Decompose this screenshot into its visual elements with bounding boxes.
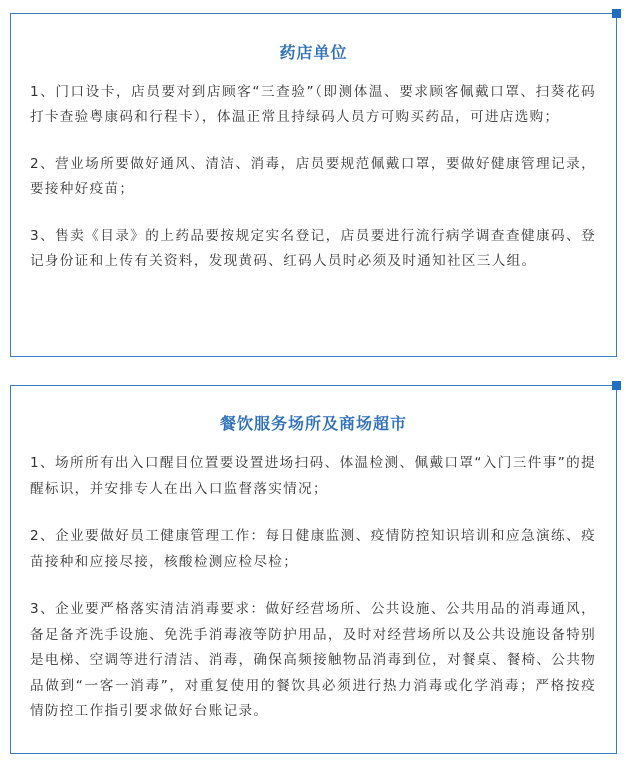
paragraph-spacer — [11, 202, 616, 224]
catering-rule-2: 2、企业要做好员工健康管理工作：每日健康监测、疫情防控知识培训和应急演练、疫苗接种和应接尽接，核酸检测应检尽检； — [30, 528, 596, 570]
paragraph-spacer — [11, 130, 616, 152]
pharmacy-rule-3: 3、售卖《目录》的上药品要按规定实名登记，店员要进行流行病学调查查健康码、登记身份证和上传有关资料，发现黄码、红码人员时必须及时通知社区三人组。 — [30, 228, 596, 269]
corner-square-decoration — [612, 381, 621, 390]
corner-square-decoration — [612, 9, 621, 18]
catering-section-card — [10, 385, 617, 754]
paragraph-spacer — [11, 575, 616, 597]
catering-rule-1: 1、场所所有出入口醒目位置要设置进场扫码、体温检测、佩戴口罩“入门三件事”的提醒标识，并安排专人在出入口监督落实情况； — [30, 455, 596, 497]
paragraph-spacer — [11, 502, 616, 524]
catering-section-title: 餐饮服务场所及商场超市 — [219, 414, 407, 433]
pharmacy-section-card — [10, 13, 617, 357]
pharmacy-rule-1: 1、门口设卡，店员要对到店顾客“三查验”（即测体温、要求顾客佩戴口罩、扫葵花码打卡查验粤康码和行程卡），体温正常且持绿码人员方可购买药品，可进店选购； — [30, 84, 596, 125]
catering-rule-3: 3、企业要严格落实清洁消毒要求：做好经营场所、公共设施、公共用品的消毒通风，备足备齐洗手设施、免洗手消毒液等防护用品，及时对经营场所以及公共设施设备特别是电梯、空调等进行清洁、消毒，确保高频接触物品消毒到位，对餐桌、餐椅、公共物品做到“一客一消毒”，对重复使用的餐饮具必须进行热力消毒或化学消毒；严格按疫情防控工作指引要求做好台账记录。 — [30, 601, 596, 719]
pharmacy-section-title: 药店单位 — [279, 43, 348, 62]
pharmacy-rule-2: 2、营业场所要做好通风、清洁、消毒，店员要规范佩戴口罩，要做好健康管理记录，要接种好疫苗； — [30, 156, 596, 197]
